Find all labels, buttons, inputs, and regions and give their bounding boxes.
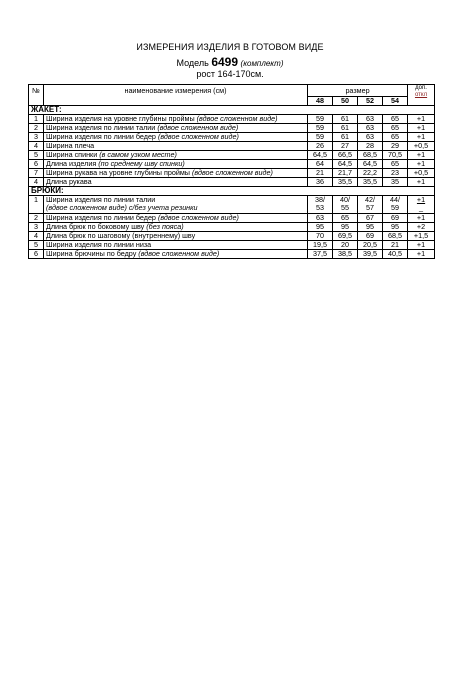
size-header: 48 [308, 97, 333, 106]
deviation-value: +1 [408, 178, 435, 187]
measurement-name [44, 133, 308, 142]
measurement-name [44, 151, 308, 160]
size-value: 65 [383, 115, 408, 124]
measurement-label: Ширина изделия по линии талии [46, 195, 156, 204]
size-value-bottom: 53 [316, 203, 324, 212]
size-value: 61 [333, 115, 358, 124]
measurement-name [44, 124, 308, 133]
table-row [29, 232, 435, 241]
table-row [29, 196, 435, 214]
section-row [29, 187, 435, 196]
measurement-note: (вдвое сложенном виде) [157, 132, 239, 141]
size-value: 29 [383, 142, 408, 151]
row-number: 5 [29, 241, 44, 250]
size-value: 23 [383, 169, 408, 178]
size-value: 95 [358, 223, 383, 232]
measurement-label: Ширина изделия на уровне глубины проймы [46, 114, 195, 123]
size-value: 36 [308, 178, 333, 187]
size-value: 64,5 [333, 160, 358, 169]
measurement-name [44, 223, 308, 232]
size-value: 65 [383, 160, 408, 169]
size-value-top: 40/ [340, 195, 350, 204]
deviation-bottom: _ [419, 203, 424, 212]
size-value: 64 [308, 160, 333, 169]
table-row [29, 178, 435, 187]
size-value [358, 196, 383, 214]
measurement-name [44, 214, 308, 223]
measurement-label: Ширина рукава на уровне глубины проймы [46, 168, 190, 177]
row-number: 4 [29, 142, 44, 151]
col-header-size: размер [308, 85, 408, 97]
deviation-value [408, 196, 435, 214]
measurement-name [44, 160, 308, 169]
size-value-top: 42/ [365, 195, 375, 204]
size-value: 28 [358, 142, 383, 151]
row-number: 1 [29, 196, 44, 214]
table-row [29, 142, 435, 151]
measurement-name [44, 196, 308, 214]
size-value-bottom: 59 [391, 203, 400, 212]
row-number: 6 [29, 160, 44, 169]
col-header-number: № [29, 85, 44, 106]
measurement-note: (без пояса) [146, 222, 184, 231]
measurement-label: Ширина изделия по линии бедер [46, 213, 156, 222]
table-row [29, 115, 435, 124]
measurement-note: (вдвое сложенном виде) [191, 168, 273, 177]
size-value: 59 [308, 115, 333, 124]
deviation-value: +0,5 [408, 142, 435, 151]
measurement-label: Ширина изделия по линии талии [46, 123, 156, 132]
size-value: 68,5 [358, 151, 383, 160]
deviation-value: +0,5 [408, 169, 435, 178]
deviation-value: +1 [408, 133, 435, 142]
table-row [29, 151, 435, 160]
measurement-name [44, 115, 308, 124]
deviation-value: +1 [408, 124, 435, 133]
deviation-value: +1 [408, 250, 435, 259]
size-value: 63 [358, 133, 383, 142]
measurement-note: (вдвое сложенном виде) [157, 123, 239, 132]
col-header-name: наименование измерения (см) [44, 85, 308, 106]
size-value: 69,5 [333, 232, 358, 241]
height-range: рост 164-170см. [196, 69, 264, 79]
row-number: 5 [29, 151, 44, 160]
measurement-label: Длина рукава [46, 177, 92, 186]
size-value-bottom: 57 [366, 203, 374, 212]
size-value: 59 [308, 133, 333, 142]
row-number: 1 [29, 115, 44, 124]
size-value: 70 [308, 232, 333, 241]
model-prefix: Модель [176, 58, 209, 68]
measurement-name [44, 169, 308, 178]
size-value: 21 [383, 241, 408, 250]
model-line [0, 55, 460, 69]
deviation-value: +1 [408, 241, 435, 250]
size-header: 54 [383, 97, 408, 106]
measurement-label: Ширина спинки [46, 150, 98, 159]
size-value: 69 [383, 214, 408, 223]
size-value: 68,5 [383, 232, 408, 241]
size-value: 64,5 [358, 160, 383, 169]
size-value: 35 [383, 178, 408, 187]
section-title: ЖАКЕТ: [29, 106, 435, 115]
size-value-top: 44/ [390, 195, 401, 204]
size-value-bottom: 55 [341, 203, 349, 212]
table-row [29, 241, 435, 250]
size-value: 63 [358, 124, 383, 133]
table-row [29, 223, 435, 232]
size-value: 70,5 [383, 151, 408, 160]
row-number: 3 [29, 133, 44, 142]
size-value: 65 [383, 124, 408, 133]
measurement-note: (по среднему шву спинки) [98, 159, 185, 168]
size-value: 27 [333, 142, 358, 151]
size-value: 37,5 [308, 250, 333, 259]
size-value: 20,5 [358, 241, 383, 250]
deviation-value: +1 [408, 214, 435, 223]
size-value: 39,5 [358, 250, 383, 259]
measurement-label: Длина брюк по шаговому (внутреннему) шву [46, 231, 196, 240]
measurement-note: (вдвое сложенном виде) [138, 249, 220, 258]
size-value: 67 [358, 214, 383, 223]
row-number: 2 [29, 124, 44, 133]
size-value-top: 38/ [315, 195, 325, 204]
size-value: 65 [383, 133, 408, 142]
measurement-label: Длина брюк по боковому шву [46, 222, 145, 231]
size-value: 22,2 [358, 169, 383, 178]
size-value: 69 [358, 232, 383, 241]
document-title: ИЗМЕРЕНИЯ ИЗДЕЛИЯ В ГОТОВОМ ВИДЕ [136, 42, 324, 52]
size-value: 61 [333, 133, 358, 142]
row-number: 7 [29, 169, 44, 178]
size-value: 21 [308, 169, 333, 178]
row-number: 6 [29, 250, 44, 259]
table-row [29, 160, 435, 169]
deviation-top: +1 [416, 195, 426, 204]
measurement-note: (в самом узком месте) [99, 150, 177, 159]
section-row [29, 106, 435, 115]
size-value [383, 196, 408, 214]
size-value: 19,5 [308, 241, 333, 250]
model-number: 6499 [211, 55, 239, 69]
table-row [29, 214, 435, 223]
size-value: 95 [333, 223, 358, 232]
deviation-label-1: доп. [415, 85, 427, 91]
measurement-note: (вдвое сложенном виде) [157, 213, 239, 222]
row-number: 4 [29, 178, 44, 187]
row-number: 3 [29, 223, 44, 232]
measurement-name [44, 142, 308, 151]
deviation-value: +1 [408, 115, 435, 124]
size-header: 52 [358, 97, 383, 106]
size-value: 64,5 [308, 151, 333, 160]
deviation-value: +1 [408, 151, 435, 160]
size-value: 61 [333, 124, 358, 133]
measurement-label: Длина изделия [46, 159, 97, 168]
measurement-label: Ширина изделия по линии низа [46, 240, 152, 249]
deviation-value: +1 [408, 160, 435, 169]
size-value: 63 [358, 115, 383, 124]
size-value: 63 [308, 214, 333, 223]
measurement-name [44, 178, 308, 187]
table-row [29, 124, 435, 133]
table-row [29, 250, 435, 259]
size-value: 35,5 [333, 178, 358, 187]
measurement-name [44, 232, 308, 241]
measurement-name [44, 250, 308, 259]
size-value: 38,5 [333, 250, 358, 259]
measurement-label: Ширина изделия по линии бедер [46, 132, 156, 141]
deviation-value: +1,5 [408, 232, 435, 241]
deviation-value: +2 [408, 223, 435, 232]
size-header: 50 [333, 97, 358, 106]
size-value: 95 [308, 223, 333, 232]
size-value [308, 196, 333, 214]
measurement-note: (вдвое сложенном виде) c/без учета резинки [46, 203, 198, 212]
size-value: 35,5 [358, 178, 383, 187]
table-row [29, 169, 435, 178]
size-value: 66,5 [333, 151, 358, 160]
row-number: 4 [29, 232, 44, 241]
size-value: 20 [333, 241, 358, 250]
measurement-label: Ширина брючины по бедру [46, 249, 137, 258]
size-value: 95 [383, 223, 408, 232]
table-row [29, 133, 435, 142]
model-note: (комплект) [240, 59, 284, 68]
deviation-label-2: откл [414, 92, 428, 98]
col-header-deviation [408, 85, 435, 106]
size-value: 65 [333, 214, 358, 223]
size-value: 40,5 [383, 250, 408, 259]
measurement-note: (вдвое сложенном виде) [196, 114, 278, 123]
measurement-name [44, 241, 308, 250]
size-value: 21,7 [333, 169, 358, 178]
size-value: 26 [308, 142, 333, 151]
row-number: 2 [29, 214, 44, 223]
section-title: БРЮКИ: [29, 187, 435, 196]
size-value: 59 [308, 124, 333, 133]
measurements-table [28, 84, 435, 259]
measurement-label: Ширина плеча [46, 141, 95, 150]
size-value [333, 196, 358, 214]
